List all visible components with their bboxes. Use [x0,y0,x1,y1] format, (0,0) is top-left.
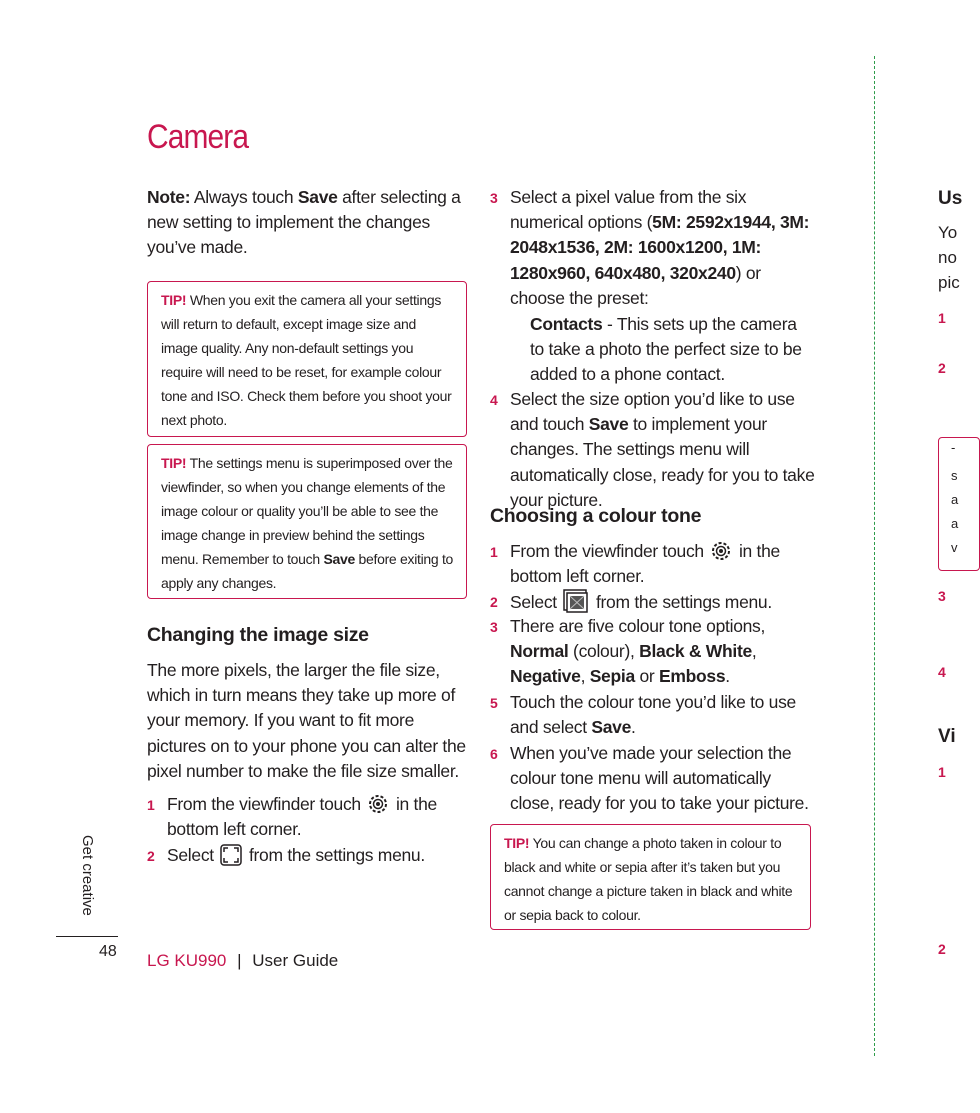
step-item [510,387,815,513]
note-text: Always touch [190,187,298,207]
tip-box-3 [490,824,811,930]
step-number: 6 [490,746,498,762]
tip-label: TIP! [161,455,187,471]
next-page-tip-box [938,437,980,571]
next-page-number: 4 [938,664,946,680]
page-fold-line [874,56,875,1056]
step-text: From the viewfinder touch [510,541,709,561]
note-paragraph [147,185,467,261]
next-page-tip-char: v [951,540,958,555]
tone-sepia: Sepia [589,666,635,687]
step-item [510,614,815,690]
tip-label: TIP! [504,835,530,851]
step-item [167,843,467,868]
page-title: Camera [147,118,249,156]
page-number: 48 [99,943,117,960]
next-page-text: no [938,248,957,267]
contacts-item [530,312,815,388]
image-size-paragraph: The more pixels, the larger the file size, which in turn means they take up more of your memory. If you want to fit more pictures on to your phone you can alter the pixel number to make the file size smaller. [147,660,466,781]
contacts-label: Contacts [530,314,603,334]
tone-emboss: Emboss [658,666,726,687]
footer-title: User Guide [252,951,339,970]
step-item [510,589,815,615]
section-heading-image-size: Changing the image size [147,624,369,646]
next-page-heading: Vi [938,726,956,747]
step-text: From the viewfinder touch [167,794,366,814]
next-page-number: 2 [938,360,946,376]
next-page-number: 3 [938,588,946,604]
note-text-end: after selecting a new setting to implement the changes you’ve made. [147,187,461,258]
footer-divider [56,936,118,937]
step-text-end: . [631,717,636,738]
step-item [510,539,815,589]
step-number: 5 [490,695,498,711]
step-text: Touch the colour tone you’d like to use and select [510,692,796,738]
step-number: 3 [490,190,498,206]
note-label: Note: [147,187,191,207]
next-page-tip-char: s [951,468,958,483]
tip-text-end: before exiting to apply any changes. [161,551,454,591]
step-item [510,690,815,740]
next-page-number: 1 [938,764,946,780]
next-page-number: 2 [938,941,946,957]
next-page-tip-char: a [951,516,959,531]
next-page-heading: Us [938,188,963,209]
step-number: 2 [147,848,155,864]
step-number: 1 [147,797,155,813]
step-text-end: in the bottom left corner. [167,794,437,840]
step-item [510,185,815,311]
step-text: Select the size option you’d like to use and touch [510,389,795,435]
step-number: 2 [490,594,498,610]
next-page-number: 1 [938,310,946,326]
step-text: Select a pixel value from the six numerical options ( [510,187,747,233]
contacts-text: - This sets up the camera to take a photo the perfect size to be added to a phone contact. [530,314,802,385]
footer-brand: LG KU990 [147,951,227,970]
image-size-icon [220,844,242,866]
tone-negative: Negative [510,666,581,687]
step-text: Select [510,592,562,612]
section-side-label: Get creative [79,835,96,916]
next-page-tip-char: a [951,492,959,507]
pixel-options: 5M: 2592x1944, 3M: 2048x1536, 2M: 1600x1200, 1M: 1280x960, 640x480, 320x240 [510,212,810,283]
step-item: When you’ve made your selection the colour tone menu will automatically close, ready for you to take your picture. [510,743,809,814]
next-page-tip-char: - [951,440,956,455]
step-text: , [751,641,757,662]
colour-tone-icon [563,589,589,613]
step-text: (colour), [568,641,640,662]
tip-box-1 [147,281,467,437]
step-text-end: from the settings menu. [591,592,772,612]
section-heading-colour-tone: Choosing a colour tone [490,505,702,527]
step-text-end: from the settings menu. [244,845,425,865]
settings-gear-icon [710,540,732,562]
step-number: 4 [490,392,498,408]
step-save: Save [591,717,632,738]
footer [147,951,338,971]
tip-text: The settings menu is superimposed over the viewfinder, so when you change elements of the image colour or quality you’ll be able to see the image change in preview behind the settings menu. Remember to touch [161,455,453,567]
tip-box-2 [147,444,467,599]
step-number: 1 [490,544,498,560]
step-text-end: in the bottom left corner. [510,541,780,587]
step-text: , [580,666,590,687]
footer-separator: | [237,951,242,970]
tone-black-white: Black & White [639,641,752,662]
next-page-text: pic [938,273,960,292]
step-item [167,792,467,842]
next-page-text: Yo [938,223,958,242]
tip-label: TIP! [161,292,187,308]
tip-text: When you exit the camera all your settings will return to default, except image size and image quality. Any non-default settings you require will need to be reset, for example colour tone and ISO. Check them before you shoot your next photo. [161,292,452,428]
step-save: Save [588,414,629,435]
step-number: 3 [490,619,498,635]
note-save: Save [297,187,338,207]
step-text: There are five colour tone options, [510,616,766,636]
tip-save: Save [323,551,355,567]
step-text-end: to implement your changes. The settings menu will automatically close, ready for you to take your picture. [510,414,815,510]
tone-normal: Normal [510,641,569,662]
step-text: or [634,666,659,687]
settings-gear-icon [367,793,389,815]
step-text-end: ) or choose the preset: [510,262,761,308]
step-text: . [725,666,730,687]
step-text: Select [167,845,219,865]
tip-text: You can change a photo taken in colour to black and white or sepia after it’s taken but you cannot change a picture taken in black and white or sepia back to colour. [504,835,793,923]
